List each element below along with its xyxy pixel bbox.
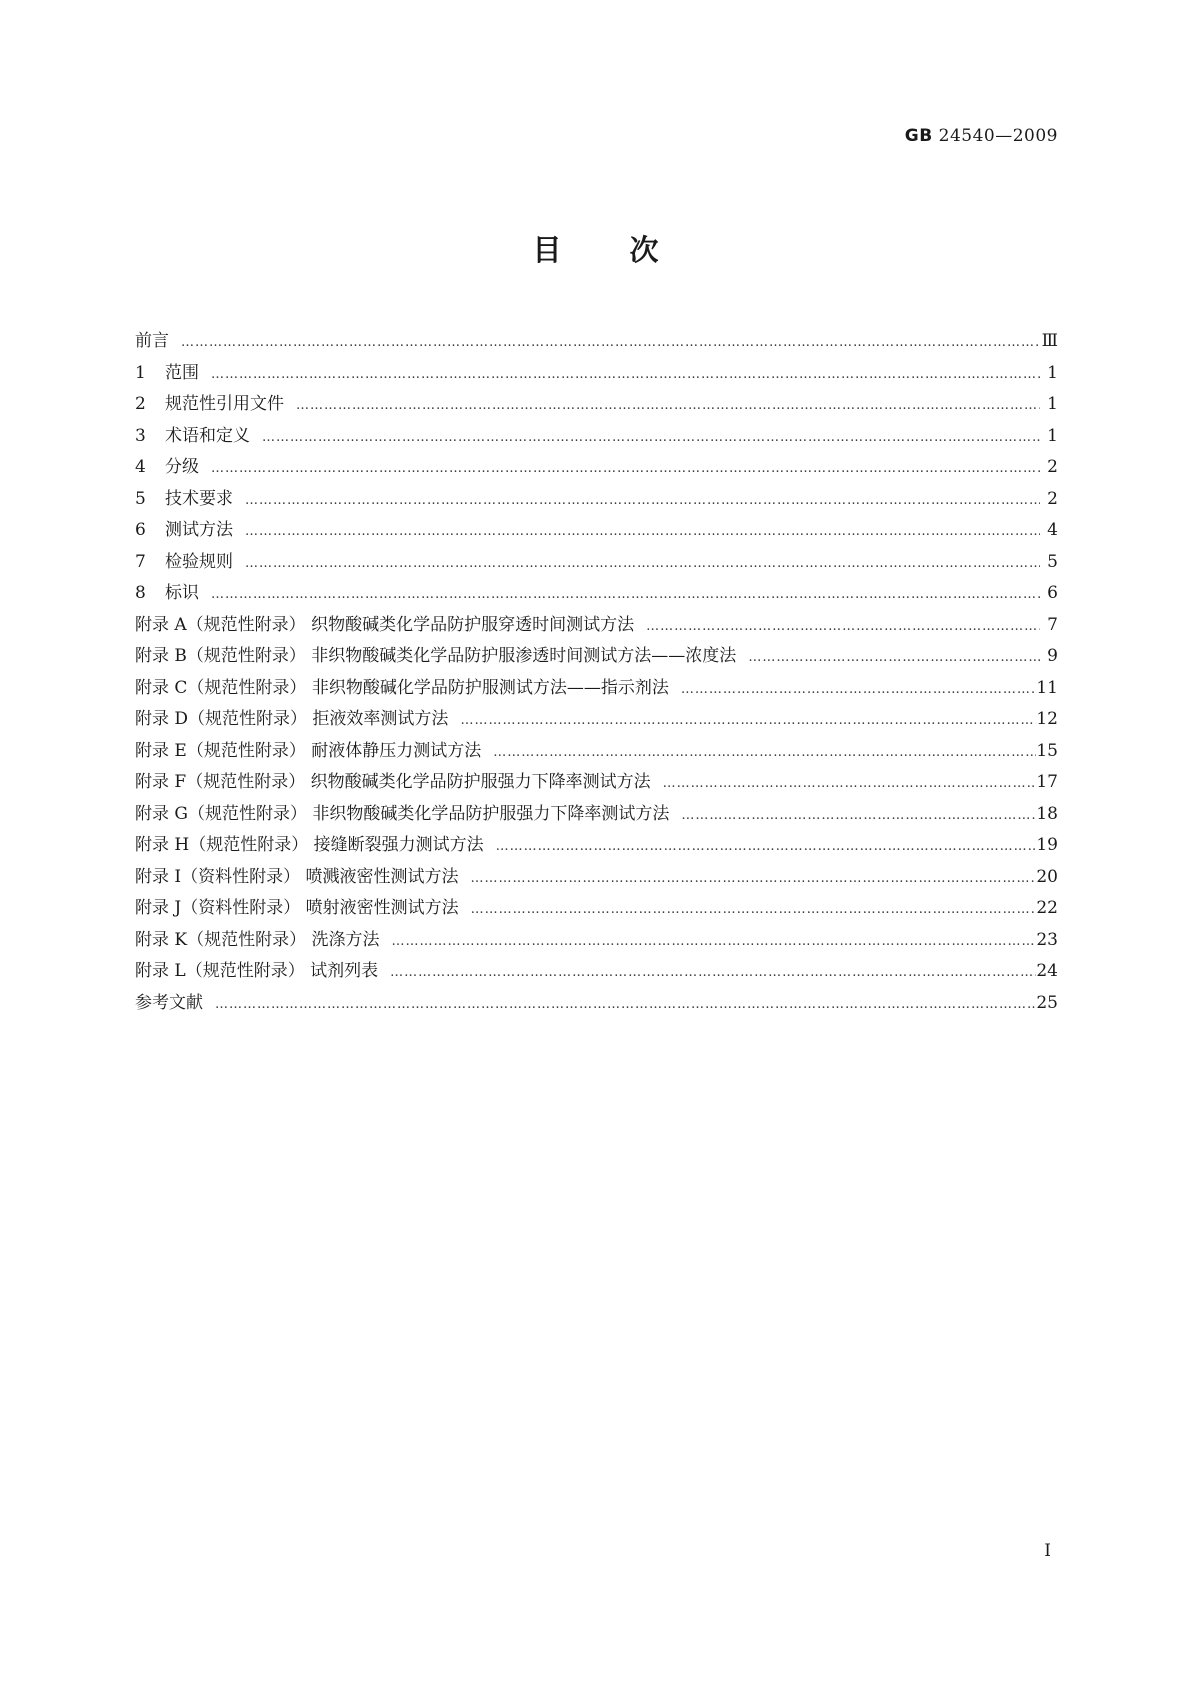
toc-entry-page: 24	[1036, 961, 1058, 981]
toc-entry-page: 9	[1047, 646, 1058, 666]
toc-entry[interactable]	[135, 862, 1058, 894]
toc-entry[interactable]	[135, 736, 1058, 768]
toc-dot-leader	[679, 682, 1037, 697]
toc-entry-page: 1	[1047, 394, 1058, 414]
standard-prefix: GB	[904, 126, 933, 146]
toc-entry[interactable]	[135, 484, 1058, 516]
toc-entry-label: 附录 L（规范性附录） 试剂列表	[135, 961, 379, 981]
toc-entry-label: 附录 H（规范性附录） 接缝断裂强力测试方法	[135, 835, 484, 855]
toc-entry-label: 范围	[165, 362, 199, 383]
toc-dot-leader	[213, 997, 1036, 1012]
toc-entry-label: 附录 A（规范性附录） 织物酸碱类化学品防护服穿透时间测试方法	[135, 614, 635, 635]
toc-entry-label: 分级	[165, 457, 199, 477]
page-title: 目次	[532, 233, 727, 267]
toc-entry-page: 22	[1036, 898, 1058, 918]
toc-entry-page: 2	[1047, 457, 1058, 477]
toc-dot-leader	[243, 524, 1040, 539]
toc-entry[interactable]	[135, 925, 1058, 957]
toc-entry[interactable]	[135, 988, 1058, 1020]
toc-entry-page: 25	[1036, 992, 1058, 1013]
toc-entry-page: 6	[1047, 583, 1058, 603]
toc-entry[interactable]	[135, 673, 1058, 705]
page-number: I	[1044, 1541, 1051, 1561]
toc-entry-number: 8	[135, 583, 146, 603]
toc-entry[interactable]	[135, 421, 1058, 453]
toc-entry-page: 1	[1047, 425, 1058, 446]
toc-dot-leader	[179, 335, 1040, 350]
toc-dot-leader	[209, 461, 1040, 476]
toc-dot-leader	[209, 367, 1040, 382]
toc-entry-label: 标识	[165, 583, 199, 603]
toc-entry-number: 7	[135, 551, 146, 572]
toc-entry[interactable]	[135, 767, 1058, 799]
table-of-contents	[135, 326, 1058, 1019]
toc-dot-leader	[260, 430, 1040, 445]
toc-dot-leader	[294, 398, 1040, 413]
toc-dot-leader	[494, 839, 1037, 854]
toc-entry[interactable]	[135, 704, 1058, 736]
toc-entry-page: 11	[1036, 677, 1058, 698]
toc-entry[interactable]	[135, 956, 1058, 988]
toc-entry[interactable]	[135, 389, 1058, 421]
toc-entry-label: 附录 G（规范性附录） 非织物酸碱类化学品防护服强力下降率测试方法	[135, 803, 670, 824]
toc-entry-page: 7	[1047, 614, 1058, 635]
toc-entry-page: 5	[1047, 551, 1058, 572]
toc-entry-page: 2	[1047, 488, 1058, 509]
toc-entry-page: 17	[1036, 772, 1058, 792]
toc-dot-leader	[469, 871, 1037, 886]
toc-entry-label: 附录 C（规范性附录） 非织物酸碱化学品防护服测试方法——指示剂法	[135, 677, 669, 698]
toc-entry-label: 参考文献	[135, 992, 203, 1013]
toc-entry-label: 附录 F（规范性附录） 织物酸碱类化学品防护服强力下降率测试方法	[135, 772, 651, 792]
toc-entry-label: 术语和定义	[165, 425, 250, 446]
toc-entry-page: 15	[1036, 740, 1058, 761]
toc-entry-number: 3	[135, 425, 146, 446]
toc-entry-page: 20	[1036, 866, 1058, 887]
toc-entry-page: 4	[1047, 520, 1058, 540]
toc-entry[interactable]	[135, 452, 1058, 484]
toc-entry-number: 1	[135, 362, 146, 383]
toc-entry-label: 附录 I（资料性附录） 喷溅液密性测试方法	[135, 866, 459, 887]
toc-entry-page: 23	[1036, 929, 1058, 950]
toc-dot-leader	[679, 808, 1036, 823]
toc-entry[interactable]	[135, 326, 1058, 358]
toc-entry-number: 5	[135, 488, 146, 509]
toc-entry-label: 检验规则	[165, 551, 233, 572]
toc-entry-page: 18	[1036, 803, 1058, 824]
toc-dot-leader	[388, 965, 1036, 980]
toc-entry-page: 12	[1036, 709, 1058, 729]
toc-entry-label: 规范性引用文件	[165, 394, 284, 414]
toc-dot-leader	[469, 902, 1037, 917]
toc-entry-label: 附录 K（规范性附录） 洗涤方法	[135, 929, 380, 950]
toc-entry[interactable]	[135, 578, 1058, 610]
toc-entry-number: 4	[135, 457, 146, 477]
toc-dot-leader	[243, 556, 1040, 571]
standard-number: 24540—2009	[938, 126, 1058, 146]
toc-entry[interactable]	[135, 641, 1058, 673]
toc-entry-label: 测试方法	[165, 520, 233, 540]
toc-entry-label: 附录 D（规范性附录） 拒液效率测试方法	[135, 709, 449, 729]
toc-entry[interactable]	[135, 358, 1058, 390]
toc-entry-label: 附录 E（规范性附录） 耐液体静压力测试方法	[135, 740, 482, 761]
toc-dot-leader	[661, 776, 1037, 791]
toc-entry-page: Ⅲ	[1041, 331, 1058, 351]
toc-entry[interactable]	[135, 547, 1058, 579]
toc-dot-leader	[644, 619, 1040, 634]
toc-dot-leader	[458, 713, 1036, 728]
toc-dot-leader	[491, 745, 1036, 760]
toc-dot-leader	[243, 493, 1040, 508]
toc-dot-leader	[390, 934, 1037, 949]
toc-entry-label: 附录 B（规范性附录） 非织物酸碱类化学品防护服渗透时间测试方法——浓度法	[135, 646, 737, 666]
toc-entry-page: 19	[1036, 835, 1058, 855]
toc-dot-leader	[746, 650, 1040, 665]
toc-entry-label: 附录 J（资料性附录） 喷射液密性测试方法	[135, 898, 459, 918]
toc-entry[interactable]	[135, 515, 1058, 547]
toc-entry-label: 前言	[135, 331, 169, 351]
standard-code-header	[905, 126, 1058, 146]
toc-entry[interactable]	[135, 610, 1058, 642]
toc-dot-leader	[209, 587, 1040, 602]
toc-entry-page: 1	[1047, 362, 1058, 383]
toc-entry-number: 6	[135, 520, 146, 540]
toc-entry[interactable]	[135, 830, 1058, 862]
toc-entry[interactable]	[135, 893, 1058, 925]
toc-entry-number: 2	[135, 394, 146, 414]
toc-entry-label: 技术要求	[165, 488, 233, 509]
toc-entry[interactable]	[135, 799, 1058, 831]
